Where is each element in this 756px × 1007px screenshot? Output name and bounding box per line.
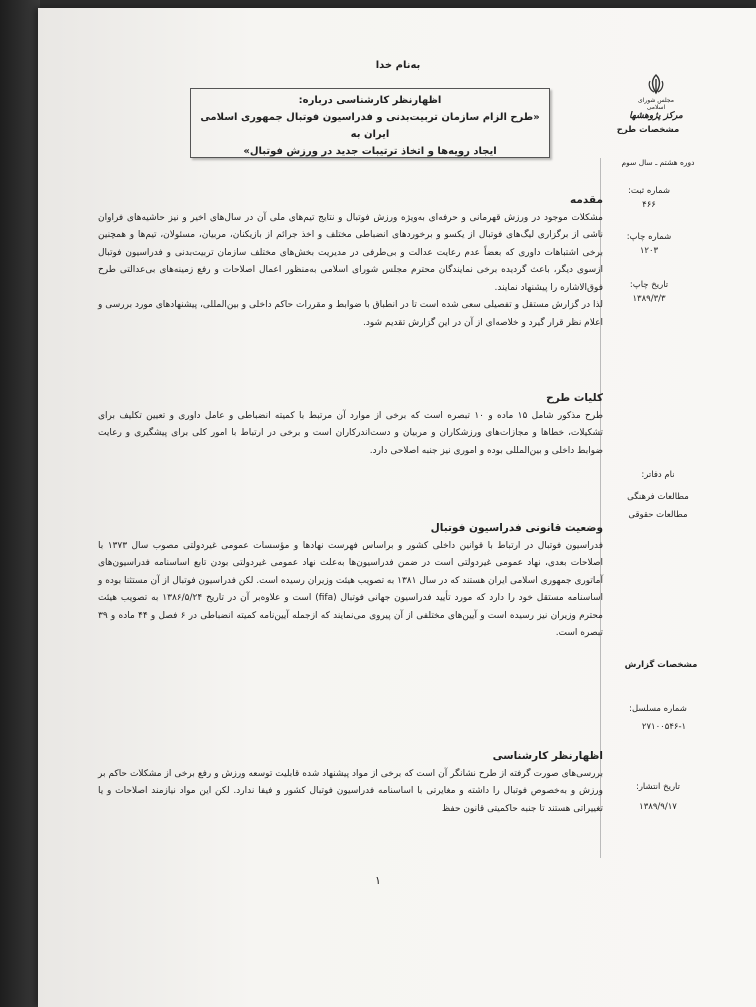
intro-paragraph-1: مشکلات موجود در ورزش قهرمانی و حرفه‌ای به‌ویژه ورزش فوتبال و نتایج تیم‌های ملی آن در سال‌های اخیر و نیز حاشیه‌های فراوان ناشی از برگزاری لیگ‌های فوتبال از یکسو و برخوردهای انضباطی مختلف و اخذ جرائم از بازیکنان، مربیان، مسئولان، تیم‌ها و همچنین برخی اشتباهات داوری که بعضاً عدم رعایت عدالت و بی‌طرفی در مدیریت بخش‌های مختلف سازمان تربیت‌بدنی و فدراسیون فوتبال ازسوی دیگر، باعث گردیده برخی نمایندگان محترم مجلس شورای اسلامی به‌منظور اعمال اصلاحات و رفع زمینه‌های بی‌عدالتی طرح فوق‌الاشاره را پیشنهاد نمایند. xyxy=(98,212,603,293)
publication-date-label: تاریخ انتشار: xyxy=(635,782,681,792)
page-number: ۱ xyxy=(375,874,381,887)
print-date-label: تاریخ چاپ: xyxy=(629,280,669,290)
generalities-paragraph: طرح مذکور شامل ۱۵ ماده و ۱۰ تبصره است که برخی از موارد آن مرتبط با کمیته انضباطی و عامل داوری و تعیین تکلیف برای تشکیلات، خطاها و مجازات‌های ورزشکاران و مربیان و دست‌اندرکاران است و برخی در ارتباط با امور کلی برای پیشگیری و رعایت ضوابط داخلی و بین‌المللی بوده و اموری نیز جنبه اصلاحی دارد. xyxy=(98,410,603,456)
serial-label: شماره مسلسل: xyxy=(629,704,687,714)
generalities-heading: کلیات طرح xyxy=(546,392,603,404)
print-date-value: ۱۳۸۹/۳/۳ xyxy=(632,294,666,304)
legal-status-section xyxy=(98,520,603,643)
bismillah: به‌نام خدا xyxy=(375,60,421,71)
background-edge xyxy=(0,0,40,1007)
legal-status-heading: وضعیت قانونی فدراسیون فوتبال xyxy=(430,522,603,534)
expert-opinion-paragraph: بررسی‌های صورت گرفته از طرح نشانگر آن است که برخی از مواد پیشنهاد شده قابلیت توسعه ورزش و رفع برخی از مشکلات حاکم بر ورزش و به‌خصوص فوتبال را داشته و مغایرتی با اساسنامه فدراسیون فوتبال کشور و فیفا ندارد. لکن این مواد نیازمند اصلاحات و یا تغییراتی هستند تا جنبه حاکمیتی قانون حفظ xyxy=(98,768,603,814)
title-box xyxy=(190,88,550,158)
emblem-line-2: مرکز پژوهشها xyxy=(629,111,683,121)
office-cultural: مطالعات فرهنگی xyxy=(627,492,689,502)
serial-value: ۲۷۱۰۰۵۴۶-۱ xyxy=(641,722,687,732)
generalities-section xyxy=(98,390,603,460)
registration-value: ۴۶۶ xyxy=(642,200,656,210)
intro-heading: مقدمه xyxy=(570,194,603,206)
registration-label: شماره ثبت: xyxy=(627,186,671,196)
document-page xyxy=(38,8,756,1007)
title-line-3: ایجاد رویه‌ها و اتخاذ ترتیبات جدید در ورزش فوتبال» xyxy=(243,146,497,157)
title-line-1: اظهارنظر کارشناسی درباره: xyxy=(298,95,442,106)
iran-emblem-icon xyxy=(645,73,667,95)
title-line-2: «طرح الزام سازمان تربیت‌بدنی و فدراسیون فوتبال جمهوری اسلامی ایران به xyxy=(200,112,540,140)
publication-date-value: ۱۳۸۹/۹/۱۷ xyxy=(639,802,677,812)
print-number-value: ۱۲۰۳ xyxy=(639,246,659,256)
expert-opinion-section xyxy=(98,748,603,818)
offices-label: نام دفاتر: xyxy=(641,470,675,480)
report-specs-label: مشخصات گزارش xyxy=(624,660,698,670)
term-label: دوره هشتم ـ سال سوم xyxy=(621,158,695,167)
legal-status-paragraph: فدراسیون فوتبال در ارتباط با قوانین داخلی کشور و براساس فهرست نهادها و مؤسسات عمومی غیردولتی مصوب سال ۱۳۷۳ با اصلاحات بعدی، نهاد عمومی غیردولتی است در ضمن فدراسیون‌ها به‌علت نهاد عمومی غیردولتی بودن تابع اساسنامه فدراسیون‌های آماتوری جمهوری اسلامی ایران هستند که در سال ۱۳۸۱ به تصویب هیئت وزیران رسیده است. لکن فدراسیون فوتبال از آن مستثنا بوده و اساسنامه مستقل خود را دارد که مورد تأیید فدراسیون جهانی فوتبال (fifa) است و علاوه‌بر آن در تاریخ ۱۳۸۶/۵/۲۴ به تصویب هیئت محترم وزیران نیز رسیده است و آیین‌های مختلفی از آن پیروی می‌نمایند که ازجمله آیین‌نامه کمیته انضباطی در ۶ فصل و ۴۴ ماده و ۳۹ تبصره است. xyxy=(98,540,604,638)
design-specs-label: مشخصات طرح xyxy=(616,125,680,135)
emblem-line-1: مجلس شورای اسلامی xyxy=(637,97,675,111)
intro-paragraph-2: لذا در گزارش مستقل و تفصیلی سعی شده است تا در انطباق با ضوابط و مقررات حاکم داخلی و بین‌المللی، پیشنهادهای مورد بررسی و اعلام نظر قرار گیرد و خلاصه‌ای از آن در این گزارش تقدیم شود. xyxy=(98,300,603,328)
office-legal: مطالعات حقوقی xyxy=(628,510,688,520)
emblem xyxy=(628,73,684,121)
print-number-label: شماره چاپ: xyxy=(626,232,672,242)
expert-opinion-heading: اظهارنظر کارشناسی xyxy=(492,750,603,762)
intro-section xyxy=(98,192,603,332)
